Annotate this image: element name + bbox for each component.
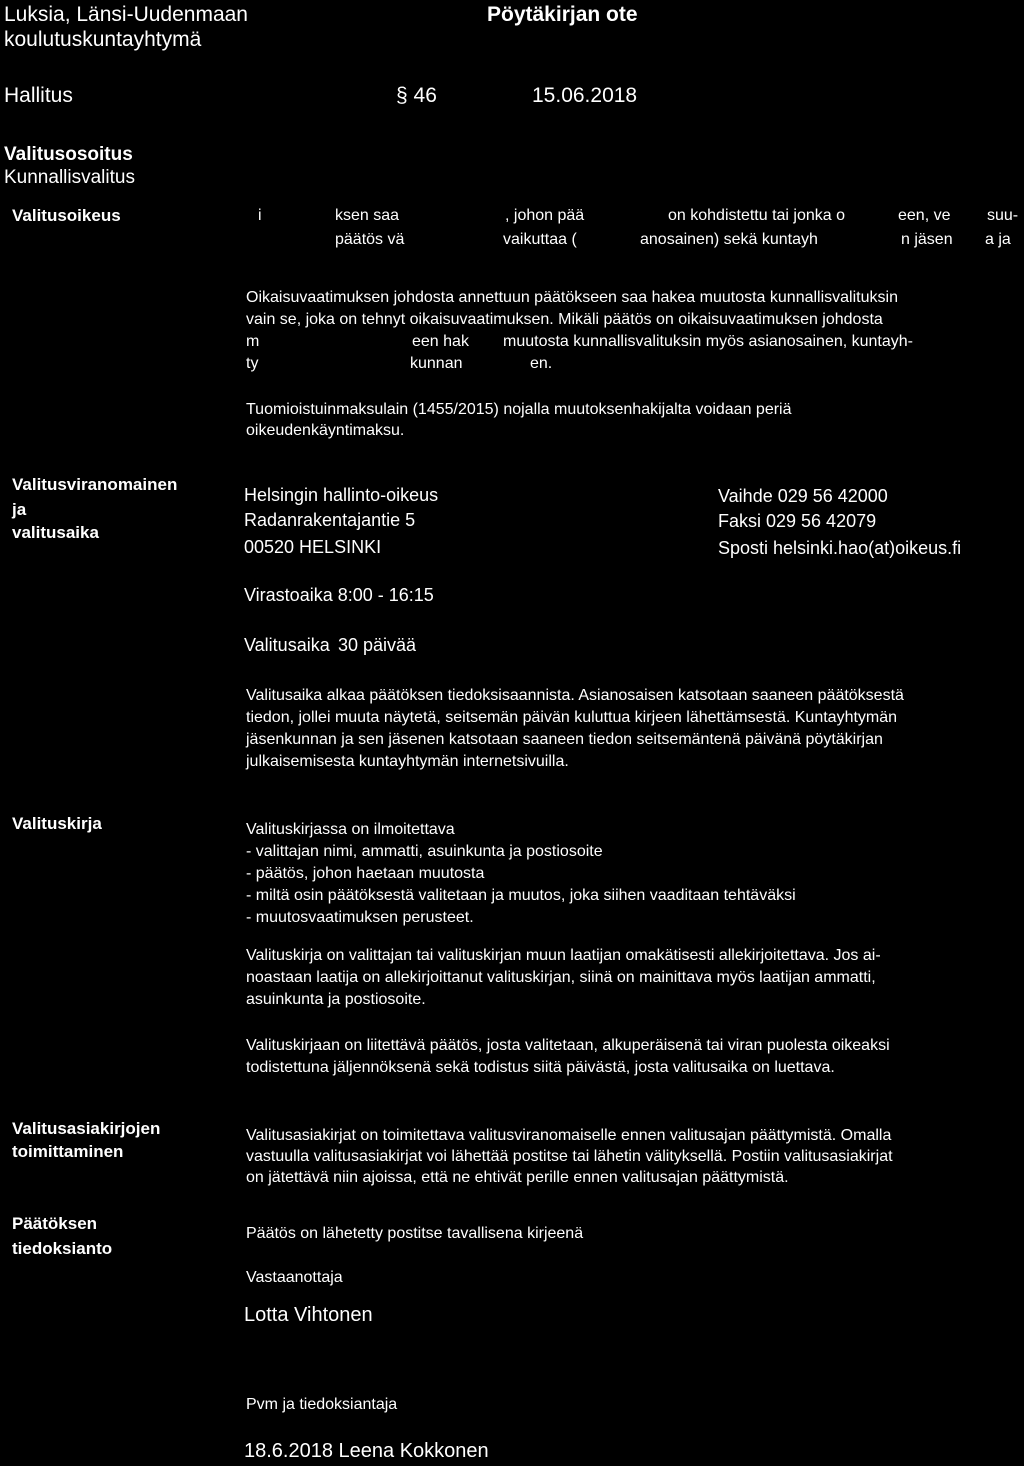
- page-title: Valitusosoitus: [4, 144, 133, 165]
- date-label: Pvm ja tiedoksiantaja: [246, 1396, 398, 1413]
- court-name: Helsingin hallinto-oikeus: [244, 485, 439, 505]
- paragraph-line: tiedon, jollei muuta näytetä, seitsemän päivän kuluttua kirjeen lähettämsestä. Kuntayhtymän: [246, 709, 898, 726]
- paragraph-line: Oikaisuvaatimuksen johdosta annettuun päätökseen saa hakea muutosta kunnallisvalituksin: [246, 289, 898, 306]
- text-fragment: anosainen) sekä kuntayh: [640, 231, 818, 248]
- organization-name: Luksia, Länsi-Uudenmaan: [4, 3, 248, 26]
- list-item: - miltä osin päätöksestä valitetaan ja muutos, joka siihen vaaditaan tehtäväksi: [246, 887, 796, 904]
- valituskirja-intro: Valituskirjassa on ilmoitettava: [246, 821, 455, 838]
- paragraph-line: asuinkunta ja postiosoite.: [246, 991, 426, 1008]
- paragraph-line: on jätettävä niin ajoissa, että ne ehtivät perille ennen valitusajan päättymistä.: [246, 1169, 789, 1186]
- court-email: Sposti helsinki.hao(at)oikeus.fi: [718, 538, 962, 558]
- list-item: - päätös, johon haetaan muutosta: [246, 865, 485, 882]
- paragraph-line: Valitusasiakirjat on toimitettava valitusviranomaiselle ennen valitusajan päättymistä. Omalla: [246, 1127, 892, 1144]
- section-label-ja: ja: [12, 500, 27, 519]
- court-postal: 00520 HELSINKI: [244, 537, 382, 557]
- text-fragment: m: [246, 333, 260, 350]
- text-fragment: kunnan: [410, 355, 463, 372]
- text-fragment: ksen saa: [335, 207, 400, 224]
- paragraph-line: oikeudenkäyntimaksu.: [246, 422, 405, 439]
- office-hours: Virastoaika 8:00 - 16:15: [244, 585, 434, 605]
- text-fragment: , johon pää: [505, 207, 585, 224]
- court-phone: Vaihde 029 56 42000: [718, 486, 888, 506]
- paragraph-line: Valituskirja on valittajan tai valituskirjan muun laatijan omakätisesti allekirjoitettava. Jos ai-: [246, 947, 881, 964]
- notification-date: 18.6.2018 Leena Kokkonen: [244, 1440, 489, 1462]
- paragraph-line: vain se, joka on tehnyt oikaisuvaatimuksen. Mikäli päätös on oikaisuvaatimuksen johdosta: [246, 311, 883, 328]
- text-fragment: ty: [246, 355, 259, 372]
- text-fragment: suu-: [987, 207, 1019, 224]
- paragraph-line: julkaisemisesta kuntayhtymän internetsivuilla.: [246, 753, 569, 770]
- section-label-tiedoksianto: Päätöksen: [12, 1214, 98, 1233]
- page-subtitle: Kunnallisvalitus: [4, 167, 135, 188]
- notification-method: Päätös on lähetetty postitse tavallisena kirjeenä: [246, 1225, 584, 1242]
- text-fragment: päätös vä: [335, 231, 405, 248]
- section-label-valituskirja: Valituskirja: [12, 814, 102, 833]
- paragraph-line: jäsenkunnan ja sen jäsenen katsotaan saaneen tiedon seitsemäntenä päivänä pöytäkirjan: [246, 731, 883, 748]
- section-label-valitusaika: valitusaika: [12, 523, 99, 542]
- paragraph-line: todistettuna jäljennöksenä sekä todistus siitä päivästä, josta valitusaika on luettava.: [246, 1059, 835, 1076]
- text-fragment: a ja: [985, 231, 1011, 248]
- paragraph-line: vastuulla valitusasiakirjat voi lähettää postitse tai lähetin välityksellä. Postiin valitusasiakirjat: [246, 1148, 893, 1165]
- document-type: Pöytäkirjan ote: [487, 3, 638, 26]
- appeal-period-value: 30 päivää: [338, 635, 417, 655]
- section-label-viranomainen: Valitusviranomainen: [12, 475, 178, 494]
- text-fragment: en.: [530, 355, 553, 372]
- paragraph-line: Valitusaika alkaa päätöksen tiedoksisaannista. Asianosaisen katsotaan saaneen päätöksestä: [246, 687, 904, 704]
- court-street: Radanrakentajantie 5: [244, 510, 416, 530]
- board-name: Hallitus: [4, 84, 73, 107]
- court-fax: Faksi 029 56 42079: [718, 511, 877, 531]
- receiver-label: Vastaanottaja: [246, 1269, 343, 1286]
- text-fragment: een, ve: [898, 207, 951, 224]
- text-fragment: muutosta kunnallisvalituksin myös asianosainen, kuntayh-: [503, 333, 913, 350]
- section-label-toimittaminen: Valitusasiakirjojen: [12, 1119, 161, 1138]
- paragraph-line: noastaan laatija on allekirjoittanut valituskirjan, siinä on mainittava myös laatijan ammatti,: [246, 969, 876, 986]
- text-fragment: i: [258, 207, 262, 224]
- list-item: - muutosvaatimuksen perusteet.: [246, 909, 474, 926]
- receiver-name: Lotta Vihtonen: [244, 1304, 373, 1326]
- meeting-date: 15.06.2018: [532, 84, 638, 107]
- text-fragment: n jäsen: [901, 231, 953, 248]
- section-label-valitusoikeus: Valitusoikeus: [12, 206, 121, 225]
- paragraph-line: Valituskirjaan on liitettävä päätös, josta valitetaan, alkuperäisenä tai viran puolesta oikeaksi: [246, 1037, 890, 1054]
- list-item: - valittajan nimi, ammatti, asuinkunta ja postiosoite: [246, 843, 603, 860]
- text-fragment: vaikuttaa (: [503, 231, 577, 248]
- text-fragment: een hak: [412, 333, 469, 350]
- section-number: § 46: [396, 84, 437, 107]
- appeal-period-label: Valitusaika: [244, 635, 330, 655]
- text-fragment: on kohdistettu tai jonka o: [668, 207, 846, 224]
- section-label-toimittaminen-line2: toimittaminen: [12, 1142, 124, 1161]
- organization-name-line2: koulutuskuntayhtymä: [4, 28, 202, 51]
- section-label-tiedoksianto-line2: tiedoksianto: [12, 1239, 113, 1258]
- paragraph-line: Tuomioistuinmaksulain (1455/2015) nojalla muutoksenhakijalta voidaan periä: [246, 401, 792, 418]
